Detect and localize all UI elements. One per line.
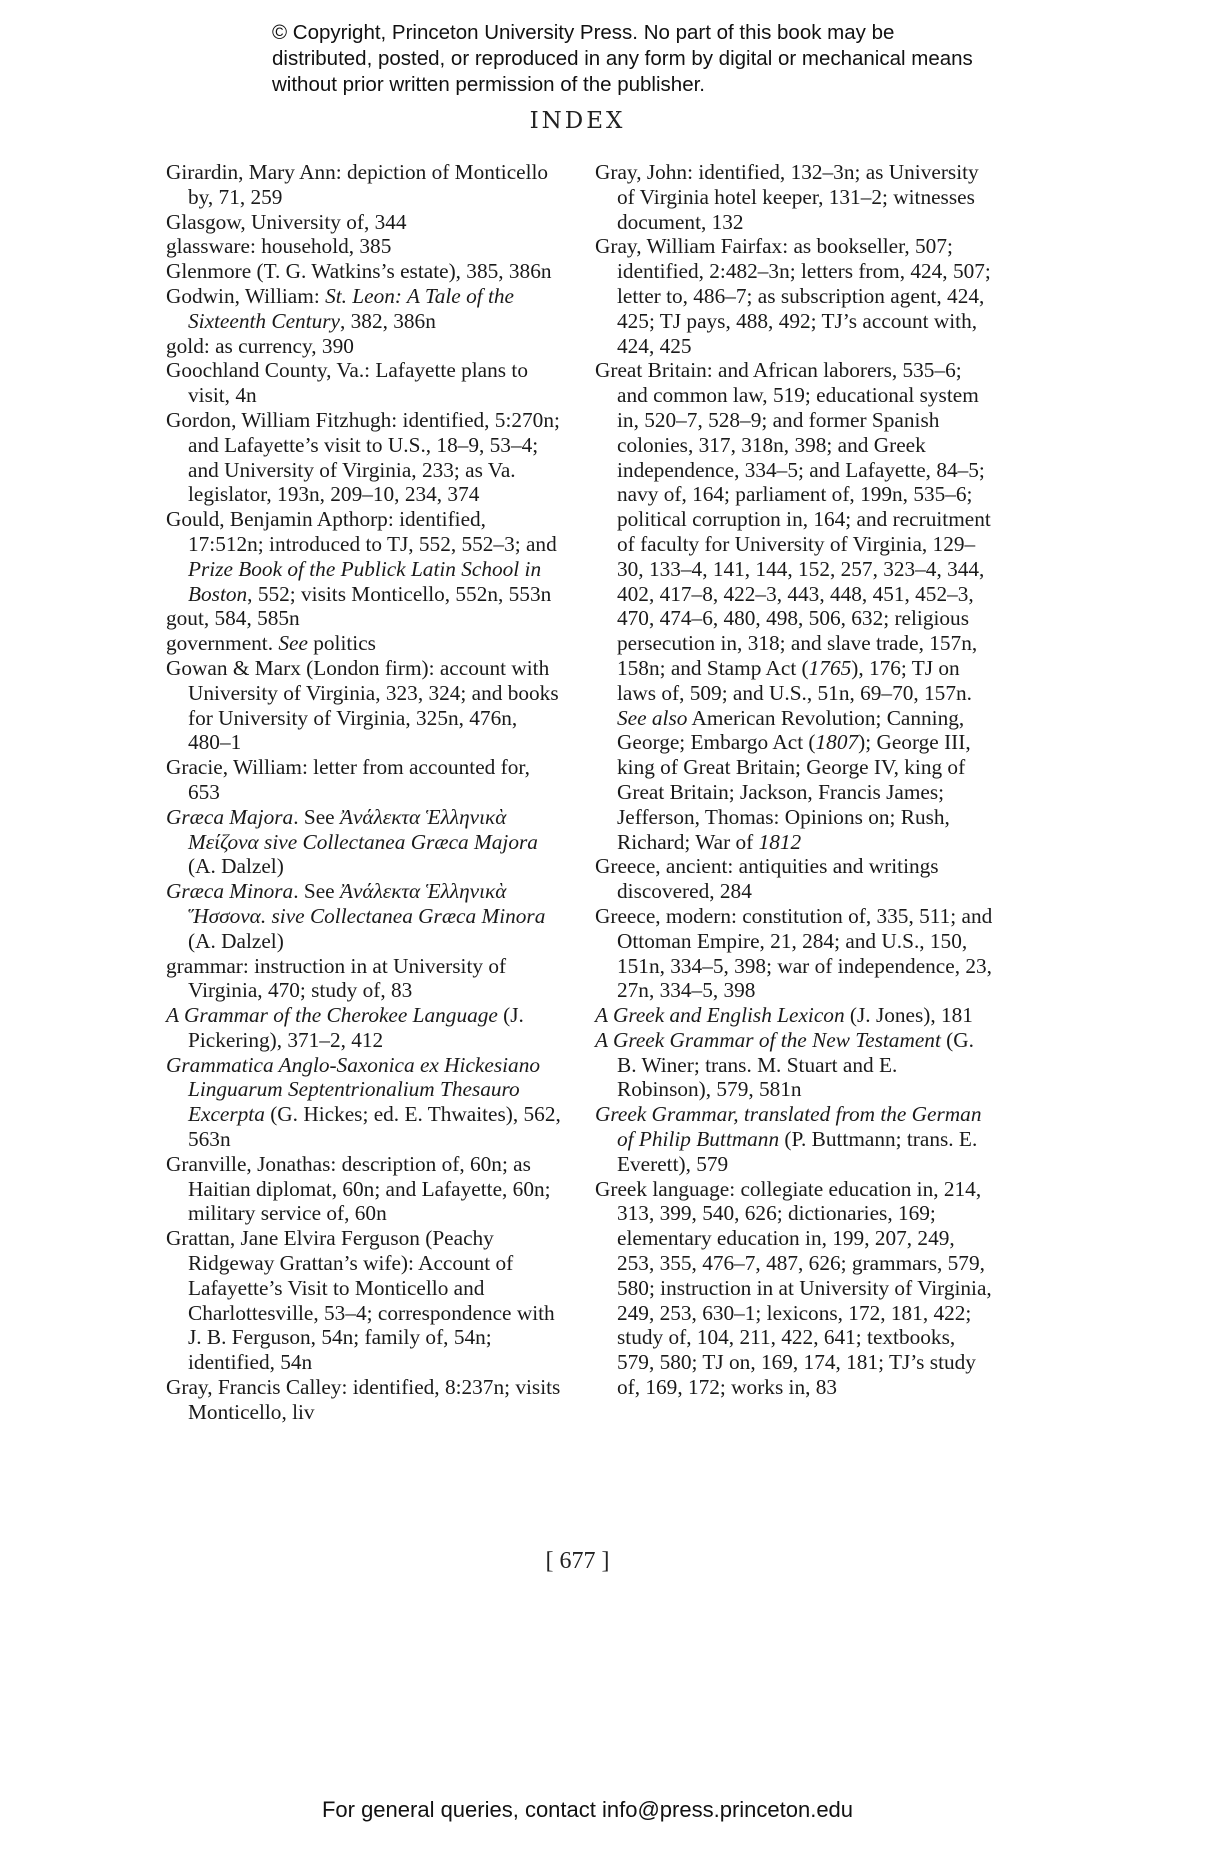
page-title: INDEX bbox=[529, 108, 626, 134]
index-entry-text: Greece, modern: constitution of, 335, 511; and Ottoman Empire, 21, 284; and U.S., 150, 151n, 334–5, 398; war of independence, 23, 27n, 334–5, 398 bbox=[595, 903, 993, 1003]
index-entry-text: gout, 584, 585n bbox=[166, 606, 300, 631]
index-entry-text: government. bbox=[166, 631, 279, 656]
index-entry-text: , 382, 386n bbox=[340, 308, 436, 333]
index-entry bbox=[166, 954, 564, 1004]
index-entry bbox=[595, 1028, 995, 1102]
index-entry-text: Grattan, Jane Elvira Ferguson (Peachy Ridgeway Grattan’s wife): Account of Lafayette’s Visit to Monticello and Charlottesville, 53–4; correspondence with J. B. Ferguson, 54n; family of, 54n; identified, 54n bbox=[166, 1226, 555, 1375]
index-entry-text: Great Britain: and African laborers, 535–6; and common law, 519; educational system in, 520–7, 528–9; and former Spanish colonies, 317, 318n, 398; and Greek independence, 334–5; and Lafayette, 84–5; navy of, 164; parliament of, 199n, 535–6; political corruption in, 164; and recruitment of faculty for University of Virginia, 129–30, 133–4, 141, 144, 152, 257, 323–4, 344, 402, 417–8, 422–3, 443, 448, 451, 452–3, 470, 474–6, 480, 498, 506, 632; religious persecution in, 318; and slave trade, 157n, 158n; and Stamp Act ( bbox=[595, 358, 991, 680]
index-entry bbox=[166, 1375, 564, 1425]
index-entry-text: (J. Pickering), 371–2, 412 bbox=[188, 1003, 524, 1052]
index-column-right bbox=[595, 160, 995, 1400]
index-entry bbox=[595, 904, 995, 1003]
index-entry bbox=[166, 334, 564, 359]
index-entry bbox=[595, 1003, 995, 1028]
index-entry-text: Godwin, William: bbox=[166, 283, 326, 308]
index-entry bbox=[166, 234, 564, 259]
index-entry-text: Gordon, William Fitzhugh: identified, 5:270n; and Lafayette’s visit to U.S., 18–9, 53–4; and University of Virginia, 233; as Va. legislator, 193n, 209–10, 234, 374 bbox=[166, 407, 560, 507]
index-entry-text: Glasgow, University of, 344 bbox=[166, 209, 407, 234]
index-entry-text: . See bbox=[293, 804, 340, 829]
index-entry bbox=[166, 606, 564, 631]
index-entry-text: (A. Dalzel) bbox=[188, 928, 284, 953]
index-entry bbox=[166, 160, 564, 210]
index-entry-italic-text: A Grammar of the Cherokee Language bbox=[166, 1003, 498, 1028]
index-entry bbox=[166, 879, 564, 953]
index-entry-text: Greece, ancient: antiquities and writings discovered, 284 bbox=[595, 854, 939, 904]
index-entry-text: (A. Dalzel) bbox=[188, 854, 284, 879]
index-entry bbox=[595, 160, 995, 234]
index-entry-text: Gould, Benjamin Apthorp: identified, 17:512n; introduced to TJ, 552, 552–3; and bbox=[166, 507, 557, 556]
index-entry bbox=[595, 358, 995, 854]
index-entry bbox=[595, 1177, 995, 1400]
index-entry bbox=[166, 1226, 564, 1375]
index-entry-italic-text: See bbox=[278, 631, 308, 656]
index-entry-text: Gray, Francis Calley: identified, 8:237n; visits Monticello, liv bbox=[166, 1375, 561, 1424]
index-entry-text: American Revolution; Canning, George; Embargo Act ( bbox=[617, 705, 965, 755]
index-entry-text: (J. Jones), 181 bbox=[844, 1003, 973, 1028]
index-entry-text: Greek language: collegiate education in, 214, 313, 399, 540, 626; dictionaries, 169; elementary education in, 199, 207, 249, 253, 355, 476–7, 487, 626; grammars, 579, 580; instruction in at University of Virginia, 249, 253, 630–1; lexicons, 172, 181, 422; study of, 104, 211, 422, 641; textbooks, 579, 580; TJ on, 169, 174, 181; TJ’s study of, 169, 172; works in, 83 bbox=[595, 1176, 992, 1400]
index-entry-text: grammar: instruction in at University of Virginia, 470; study of, 83 bbox=[166, 953, 507, 1003]
index-entry-italic-text: Græca Majora bbox=[166, 804, 294, 829]
index-entry-text: Gracie, William: letter from accounted for, 653 bbox=[166, 755, 530, 804]
index-entry-italic-text: Ἀνάλεκτα Ἑλληνικὰ Ἥσσονα. sive Collectanea Græca Minora bbox=[188, 879, 546, 928]
index-entry-text: . See bbox=[293, 879, 340, 904]
index-entry-italic-text: See also bbox=[617, 705, 688, 730]
index-entry bbox=[595, 234, 995, 358]
index-entry-text: glassware: household, 385 bbox=[166, 234, 392, 259]
index-entry-italic-text: Grammatica Anglo-Saxonica ex Hickesiano Linguarum Septentrionalium Thesauro Excerpta bbox=[166, 1052, 540, 1127]
index-entry bbox=[166, 210, 564, 235]
index-entry bbox=[166, 259, 564, 284]
index-entry-text: ), 176; TJ on laws of, 509; and U.S., 51n, 69–70, 157n. bbox=[617, 655, 972, 705]
index-entry-text: Goochland County, Va.: Lafayette plans to visit, 4n bbox=[166, 358, 528, 408]
index-entry-italic-text: 1812 bbox=[758, 829, 802, 854]
index-entry-italic-text: 1807 bbox=[815, 730, 859, 755]
index-entry-text: politics bbox=[307, 631, 376, 656]
index-entry bbox=[166, 284, 564, 334]
index-entry bbox=[166, 1152, 564, 1226]
index-entry-italic-text: A Greek and English Lexicon bbox=[595, 1003, 845, 1028]
index-entry-text: Gowan & Marx (London firm): account with University of Virginia, 323, 324; and books for University of Virginia, 325n, 476n, 480–1 bbox=[166, 655, 559, 755]
index-entry-text: (G. B. Winer; trans. M. Stuart and E. Robinson), 579, 581n bbox=[617, 1027, 974, 1102]
page-number: [ 677 ] bbox=[545, 1548, 610, 1574]
index-entry bbox=[166, 507, 564, 606]
copyright-notice: © Copyright, Princeton University Press. No part of this book may be distributed, posted, or reproduced in any form by digital or mechanical means without prior written permission of the publisher. bbox=[272, 21, 973, 96]
index-entry-italic-text: Græca Minora bbox=[166, 879, 294, 904]
index-entry bbox=[166, 358, 564, 408]
index-entry bbox=[595, 1102, 995, 1176]
index-entry bbox=[595, 854, 995, 904]
index-entry-text: , 552; visits Monticello, 552n, 553n bbox=[247, 581, 552, 606]
index-entry bbox=[166, 805, 564, 879]
index-entry-italic-text: A Greek Grammar of the New Testament bbox=[595, 1027, 941, 1052]
index-entry-text: Glenmore (T. G. Watkins’s estate), 385, 386n bbox=[166, 259, 552, 284]
index-entry bbox=[166, 656, 564, 755]
index-column-left bbox=[166, 160, 564, 1425]
index-entry-text: (P. Buttmann; trans. E. Everett), 579 bbox=[617, 1127, 978, 1176]
index-entry-italic-text: Prize Book of the Publick Latin School in Boston bbox=[188, 556, 542, 606]
index-entry-italic-text: Greek Grammar, translated from the German of Philip Buttmann bbox=[595, 1102, 982, 1152]
index-entry-text: Granville, Jonathas: description of, 60n; as Haitian diplomat, 60n; and Lafayette, 60n; military service of, 60n bbox=[166, 1151, 551, 1226]
index-entry-text: gold: as currency, 390 bbox=[166, 333, 354, 358]
index-entry bbox=[166, 631, 564, 656]
index-entry-text: Gray, William Fairfax: as bookseller, 507; identified, 2:482–3n; letters from, 424, 507; letter to, 486–7; as subscription agent, 424, 425; TJ pays, 488, 492; TJ’s account with, 424, 425 bbox=[595, 234, 991, 358]
index-entry bbox=[166, 408, 564, 507]
index-entry-text: (G. Hickes; ed. E. Thwaites), 562, 563n bbox=[188, 1102, 561, 1152]
index-entry-italic-text: Ἀνάλεκτα Ἑλληνικὰ Μείζονα sive Collectanea Græca Majora bbox=[188, 804, 538, 854]
index-entry-text: ); George III, king of Great Britain; George IV, king of Great Britain; Jackson, Francis James; Jefferson, Thomas: Opinions on; Rush, Richard; War of bbox=[617, 730, 971, 854]
index-entry-italic-text: St. Leon: A Tale of the Sixteenth Century bbox=[188, 283, 514, 333]
index-entry bbox=[166, 1053, 564, 1152]
index-entry bbox=[166, 755, 564, 805]
index-entry-text: Gray, John: identified, 132–3n; as University of Virginia hotel keeper, 131–2; witnesses document, 132 bbox=[595, 160, 979, 234]
index-entry-italic-text: 1765 bbox=[808, 655, 852, 680]
index-entry bbox=[166, 1003, 564, 1053]
footer-contact: For general queries, contact info@press.princeton.edu bbox=[321, 1797, 854, 1822]
index-entry-text: Girardin, Mary Ann: depiction of Monticello by, 71, 259 bbox=[166, 160, 549, 209]
